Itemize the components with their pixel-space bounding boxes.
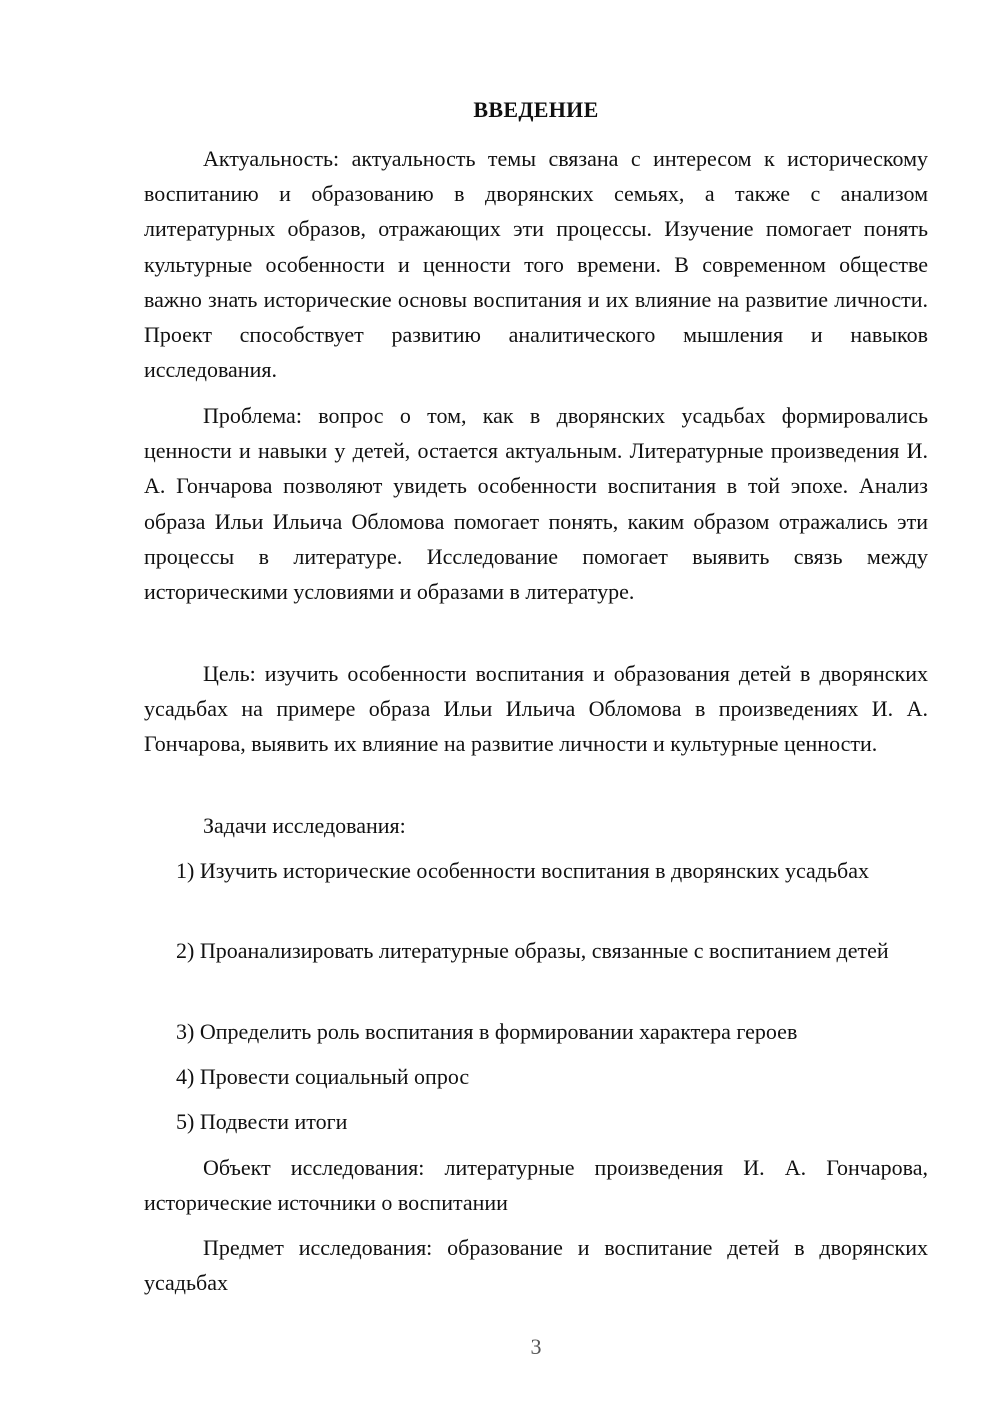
object-paragraph: Объект исследования: литературные произведения И. А. Гончарова, исторические источники о воспитании	[144, 1155, 928, 1216]
tasks-title: Задачи исследования:	[203, 813, 406, 838]
task-item-5-block	[144, 1104, 928, 1139]
problem-section	[144, 398, 928, 609]
relevance-paragraph: Актуальность: актуальность темы связана с интересом к историческому воспитанию и образованию в дворянских семьях, а также с анализом литературных образов, отражающих эти процессы. Изучение помогает понять культурные особенности и ценности того времени. В современном обществе важно знать исторические основы воспитания и их влияние на развитие личности. Проект способствует развитию аналитического мышления и навыков исследования.	[144, 146, 928, 383]
task-item-4-block	[144, 1059, 928, 1094]
subject-paragraph: Предмет исследования: образование и воспитание детей в дворянских усадьбах	[144, 1235, 928, 1296]
problem-paragraph: Проблема: вопрос о том, как в дворянских усадьбах формировались ценности и навыки у детей, остается актуальным. Литературные произведения И. А. Гончарова позволяют увидеть особенности воспитания в той эпохе. Анализ образа Ильи Ильича Обломова помогает понять, каким образом отражались эти процессы в литературе. Исследование помогает выявить связь между историческими условиями и образами в литературе.	[144, 403, 928, 605]
task-item-1-block	[144, 853, 928, 888]
task-item-2-block	[144, 933, 928, 968]
task-item-3: 3) Определить роль воспитания в формировании характера героев	[176, 1019, 798, 1044]
object-section	[144, 1150, 928, 1220]
page-number: 3	[530, 1334, 542, 1359]
task-item-4: 4) Провести социальный опрос	[176, 1064, 470, 1089]
page-title: ВВЕДЕНИЕ	[473, 97, 599, 122]
task-item-5: 5) Подвести итоги	[176, 1109, 348, 1134]
task-item-3-block	[144, 1014, 928, 1049]
goal-paragraph: Цель: изучить особенности воспитания и образования детей в дворянских усадьбах на примере образа Ильи Ильича Обломова в произведениях И. А. Гончарова, выявить их влияние на развитие личности и культурные ценности.	[144, 661, 928, 757]
subject-section	[144, 1230, 928, 1300]
tasks-title-section	[144, 808, 928, 843]
goal-section	[144, 656, 928, 762]
relevance-section	[144, 141, 928, 387]
task-item-2: 2) Проанализировать литературные образы, связанные с воспитанием детей	[176, 938, 889, 963]
task-item-1: 1) Изучить исторические особенности воспитания в дворянских усадьбах	[176, 858, 869, 883]
